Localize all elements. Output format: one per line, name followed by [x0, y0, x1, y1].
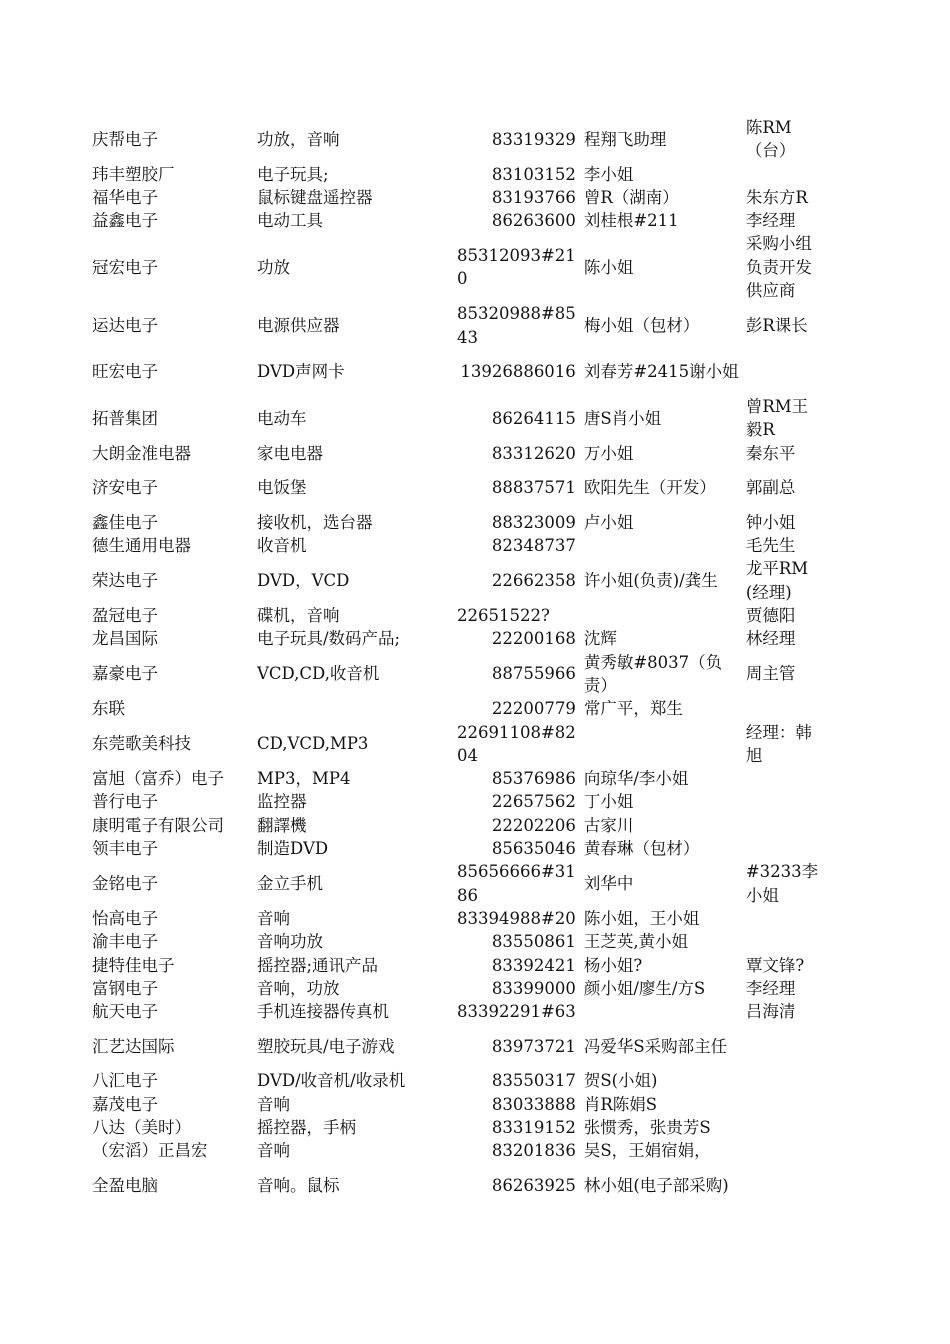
contact-cell: 林小姐(电子部采购) — [583, 1175, 729, 1195]
contact-cell: 向琼华/李小姐 — [583, 769, 689, 789]
notes-cell: 李经理 — [745, 211, 796, 231]
company-cell: 盈冠电子 — [92, 606, 158, 626]
contact-cell: 沈辉 — [583, 629, 617, 649]
table-row — [92, 349, 822, 395]
company-cell: 领丰电子 — [92, 839, 158, 859]
phone-cell: 86263600 — [491, 211, 576, 231]
phone-cell: 83550861 — [491, 932, 576, 952]
notes-cell: 贾德阳 — [745, 606, 796, 626]
contact-cell: 刘桂根#211 — [583, 211, 679, 231]
notes-cell — [740, 163, 822, 186]
phone-cell: 83193766 — [491, 187, 576, 207]
phone-cell: 83399000 — [491, 978, 576, 998]
table-row — [92, 1023, 822, 1069]
company-cell: 捷特佳电子 — [92, 955, 175, 975]
company-cell: 康明電子有限公司 — [92, 815, 224, 835]
notes-cell — [740, 697, 822, 720]
company-cell: 荣达电子 — [92, 571, 158, 591]
product-cell: 碟机，音响 — [257, 606, 340, 626]
notes-cell: 彭R课长 — [745, 316, 808, 336]
product-cell: 音响。鼠标 — [257, 1175, 340, 1195]
company-cell: 汇艺达国际 — [92, 1036, 175, 1056]
contact-cell: 颜小姐/廖生/方S — [583, 978, 706, 998]
table-row — [92, 651, 822, 698]
table-row — [92, 977, 822, 1000]
table-row — [92, 721, 822, 768]
notes-cell: 林经理 — [745, 629, 796, 649]
company-cell: 富钢电子 — [92, 978, 158, 998]
phone-cell: 83550317 — [491, 1071, 576, 1091]
product-cell: 电子玩具/数码产品; — [257, 629, 401, 649]
contact-cell: 许小姐(负责)/龚生 — [583, 571, 718, 591]
phone-cell: 88837571 — [491, 478, 576, 498]
product-cell: 电动工具 — [257, 211, 323, 231]
notes-cell — [740, 837, 822, 860]
company-cell: 冠宏电子 — [92, 257, 158, 277]
company-cell: 东莞歌美科技 — [92, 734, 191, 754]
product-cell: 收音机 — [257, 536, 307, 556]
contact-cell: 陈小姐，王小姐 — [583, 908, 700, 928]
notes-cell — [740, 1069, 822, 1092]
notes-cell — [740, 349, 822, 395]
phone-cell: 22651522? — [457, 606, 550, 626]
product-cell: 家电电器 — [257, 443, 323, 463]
company-cell: 龙昌国际 — [92, 629, 158, 649]
company-cell: 拓普集团 — [92, 408, 158, 428]
contact-cell: 刘华中 — [583, 873, 634, 893]
product-cell: 金立手机 — [257, 873, 323, 893]
table-row — [92, 116, 822, 163]
product-cell: 手机连接器传真机 — [257, 1002, 389, 1022]
company-cell: 渝丰电子 — [92, 932, 158, 952]
phone-cell: 85635046 — [491, 839, 576, 859]
product-cell: MP3，MP4 — [257, 769, 351, 789]
notes-cell — [740, 1139, 822, 1162]
product-cell: 功放，音响 — [257, 129, 340, 149]
table-row — [92, 442, 822, 465]
product-cell: 音响功放 — [257, 932, 323, 952]
company-cell: 金铭电子 — [92, 873, 158, 893]
product-cell: DVD声网卡 — [257, 362, 345, 382]
contact-cell: 张惯秀，张贵芳S — [583, 1117, 711, 1137]
table-row — [92, 697, 822, 720]
company-cell: 庆帮电子 — [92, 129, 158, 149]
contact-cell: 李小姐 — [583, 164, 634, 184]
product-cell: 鼠标键盘遥控器 — [257, 187, 373, 207]
company-cell: 鑫佳电子 — [92, 512, 158, 532]
contact-cell: 吴S，王娟宿娟， — [583, 1141, 711, 1161]
product-cell — [257, 697, 457, 720]
phone-cell: 22200779 — [491, 699, 576, 719]
company-cell: 航天电子 — [92, 1002, 158, 1022]
notes-cell — [740, 767, 822, 790]
phone-cell: 85312093#210 — [457, 246, 576, 289]
product-cell: 电饭堡 — [257, 478, 307, 498]
notes-cell: #3233李小姐 — [745, 862, 819, 905]
phone-cell: 22202206 — [491, 815, 576, 835]
company-cell: 全盈电脑 — [92, 1175, 158, 1195]
table-row — [92, 232, 822, 302]
notes-cell: 李经理 — [745, 978, 796, 998]
notes-cell: 覃文锋? — [745, 955, 805, 975]
contact-cell: 古家川 — [583, 815, 634, 835]
table-row — [92, 209, 822, 232]
notes-cell: 秦东平 — [745, 443, 796, 463]
contact-cell: 刘春芳#2415谢小姐 — [583, 362, 739, 382]
table-row — [92, 1069, 822, 1092]
phone-cell: 83394988#20 — [457, 908, 576, 928]
company-cell: 富旭（富乔）电子 — [92, 769, 224, 789]
contact-cell: 常广平，郑生 — [583, 699, 683, 719]
product-cell: 接收机，选台器 — [257, 512, 373, 532]
table-row — [92, 1000, 822, 1023]
table-row — [92, 1163, 822, 1209]
phone-cell: 83973721 — [491, 1036, 576, 1056]
table-row — [92, 837, 822, 860]
table-row — [92, 1093, 822, 1116]
contact-cell: 万小姐 — [583, 443, 634, 463]
company-cell: 济安电子 — [92, 478, 158, 498]
table-row — [92, 395, 822, 442]
contact-cell: 陈小姐 — [583, 257, 634, 277]
contact-cell: 丁小姐 — [583, 792, 634, 812]
notes-cell — [740, 814, 822, 837]
product-cell: VCD,CD,收音机 — [257, 664, 380, 684]
product-cell: 制造DVD — [257, 839, 329, 859]
phone-cell: 82348737 — [491, 536, 576, 556]
phone-cell: 85376986 — [491, 769, 576, 789]
notes-cell: 经理：韩旭 — [745, 722, 812, 765]
company-cell: 运达电子 — [92, 316, 158, 336]
table-row — [92, 954, 822, 977]
table-row — [92, 604, 822, 627]
company-cell: 东联 — [92, 699, 125, 719]
notes-cell: 龙平RM(经理) — [745, 559, 809, 602]
table-row — [92, 627, 822, 650]
product-cell: 电动车 — [257, 408, 307, 428]
product-cell: 音响，功放 — [257, 978, 340, 998]
phone-cell: 86264115 — [491, 408, 576, 428]
contact-table — [92, 116, 822, 1209]
contact-cell — [584, 721, 740, 768]
company-cell: 八汇电子 — [92, 1071, 158, 1091]
company-cell: 怡高电子 — [92, 908, 158, 928]
notes-cell: 毛先生 — [745, 536, 796, 556]
product-cell: 音响 — [257, 908, 290, 928]
table-row — [92, 186, 822, 209]
contact-cell: 黄秀敏#8037（负责） — [583, 652, 723, 695]
product-cell: 电子玩具; — [257, 164, 329, 184]
notes-cell — [740, 1023, 822, 1069]
contact-cell — [584, 1000, 740, 1023]
company-cell: 益鑫电子 — [92, 211, 158, 231]
product-cell: 音响 — [257, 1141, 290, 1161]
table-row — [92, 930, 822, 953]
phone-cell: 86263925 — [491, 1175, 576, 1195]
notes-cell: 曾RM王毅R — [745, 396, 809, 440]
contact-cell — [584, 534, 740, 557]
phone-cell: 88755966 — [491, 664, 576, 684]
contact-cell: 杨小姐? — [583, 955, 643, 975]
notes-cell: 钟小姐 — [745, 512, 796, 532]
contact-cell: 卢小姐 — [583, 512, 634, 532]
phone-cell: 83319152 — [491, 1117, 576, 1137]
notes-cell — [740, 1163, 822, 1209]
product-cell: 翻譯機 — [257, 815, 307, 835]
contact-cell: 王芝英,黄小姐 — [583, 932, 689, 952]
company-cell: 旺宏电子 — [92, 362, 158, 382]
table-row — [92, 790, 822, 813]
product-cell: 摇控器;通讯产品 — [257, 955, 379, 975]
contact-cell: 唐S肖小姐 — [583, 408, 662, 428]
notes-cell: 郭副总 — [745, 478, 796, 498]
notes-cell: 采购小组负责开发供应商 — [745, 234, 812, 301]
contact-cell: 梅小姐（包材） — [583, 316, 700, 336]
notes-cell: 吕海清 — [745, 1002, 796, 1022]
notes-cell: 陈RM（台） — [745, 118, 796, 161]
phone-cell: 85320988#8543 — [457, 304, 576, 347]
table-row — [92, 163, 822, 186]
table-row — [92, 557, 822, 604]
phone-cell: 83392291#63 — [457, 1002, 576, 1022]
phone-cell: 22657562 — [491, 792, 576, 812]
contact-cell — [584, 604, 740, 627]
contact-cell: 曾R（湖南） — [583, 187, 679, 207]
contact-cell: 冯爱华S采购部主任 — [583, 1036, 728, 1056]
notes-cell — [740, 790, 822, 813]
company-cell: 八达（美时） — [92, 1117, 191, 1137]
product-cell: DVD，VCD — [257, 571, 350, 591]
notes-cell — [740, 930, 822, 953]
phone-cell: 83312620 — [491, 443, 576, 463]
contact-cell: 黄春琳（包材） — [583, 839, 700, 859]
notes-cell: 朱东方R — [745, 187, 808, 207]
product-cell: DVD/收音机/收录机 — [257, 1071, 406, 1091]
table-row — [92, 767, 822, 790]
phone-cell: 83103152 — [491, 164, 576, 184]
phone-cell: 83319329 — [491, 129, 576, 149]
company-cell: 福华电子 — [92, 187, 158, 207]
phone-cell: 13926886016 — [460, 362, 576, 382]
notes-cell: 周主管 — [745, 664, 796, 684]
table-row — [92, 907, 822, 930]
table-row — [92, 534, 822, 557]
table-row — [92, 860, 822, 907]
phone-cell: 83392421 — [491, 955, 576, 975]
table-row — [92, 465, 822, 511]
table-row — [92, 1139, 822, 1162]
product-cell: 电源供应器 — [257, 316, 340, 336]
phone-cell: 83201836 — [491, 1141, 576, 1161]
phone-cell: 22200168 — [491, 629, 576, 649]
company-cell: 普行电子 — [92, 792, 158, 812]
phone-cell: 85656666#3186 — [457, 862, 576, 905]
company-cell: 嘉豪电子 — [92, 664, 158, 684]
phone-cell: 83033888 — [491, 1094, 576, 1114]
contact-cell: 贺S(小姐) — [583, 1071, 658, 1091]
notes-cell — [740, 1116, 822, 1139]
contact-cell: 欧阳先生（开发） — [583, 478, 716, 498]
company-cell: 大朗金准电器 — [92, 443, 191, 463]
product-cell: 摇控器，手柄 — [257, 1117, 356, 1137]
product-cell: 功放 — [257, 257, 290, 277]
phone-cell: 22691108#8204 — [457, 722, 576, 765]
table-row — [92, 814, 822, 837]
notes-cell — [740, 1093, 822, 1116]
company-cell: 玮丰塑胶厂 — [92, 164, 175, 184]
product-cell: 监控器 — [257, 792, 307, 812]
company-cell: （宏滔）正昌宏 — [92, 1141, 208, 1161]
product-cell: 塑胶玩具/电子游戏 — [257, 1036, 395, 1056]
company-cell: 德生通用电器 — [92, 536, 191, 556]
phone-cell: 88323009 — [491, 512, 576, 532]
company-cell: 嘉茂电子 — [92, 1094, 158, 1114]
product-cell: CD,VCD,MP3 — [257, 734, 369, 754]
product-cell: 音响 — [257, 1094, 290, 1114]
table-row — [92, 302, 822, 349]
notes-cell — [740, 907, 822, 930]
contact-cell: 肖R陈娟S — [583, 1094, 658, 1114]
table-row — [92, 511, 822, 534]
table-row — [92, 1116, 822, 1139]
phone-cell: 22662358 — [491, 571, 576, 591]
contact-cell: 程翔飞助理 — [583, 129, 667, 149]
